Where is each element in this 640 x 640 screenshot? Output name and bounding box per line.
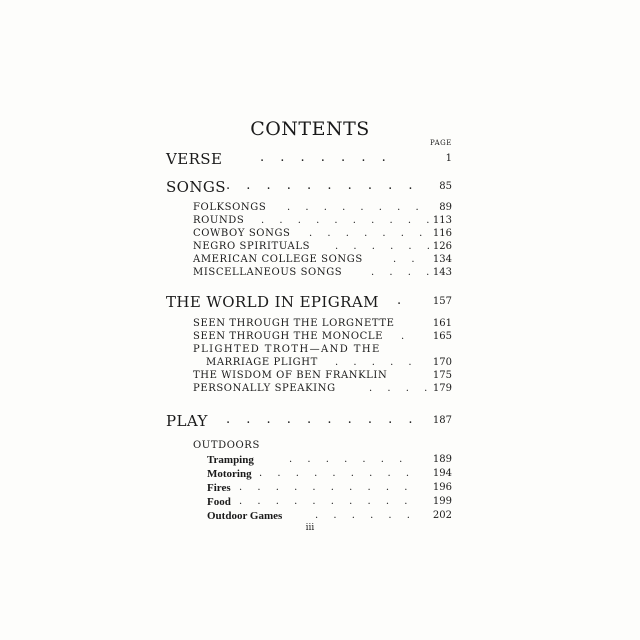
- toc-entry-label: VERSE: [166, 150, 223, 168]
- toc-minor-label: Outdoor Games: [207, 510, 283, 522]
- toc-entry-epigram: [166, 293, 456, 309]
- toc-subentry-label: PERSONALLY SPEAKING: [193, 383, 336, 394]
- toc-group-label: OUTDOORS: [193, 440, 260, 451]
- toc-subentry-page: 143: [432, 267, 452, 278]
- toc-subentry-page: 179: [432, 383, 452, 394]
- page-column-label: PAGE: [430, 139, 452, 147]
- toc-subentry-page: 134: [432, 254, 452, 265]
- toc-entry-page: 1: [445, 153, 452, 164]
- leader-dots: . . . . . .: [315, 510, 416, 521]
- leader-dots: . . . . . . .: [309, 228, 429, 239]
- leader-dots: . . . . . . . . . .: [261, 215, 436, 226]
- toc-subentry-label: MISCELLANEOUS SONGS: [193, 267, 343, 278]
- toc-minor-label: Fires: [207, 482, 231, 494]
- leader-dots: . . . . . . . . . .: [226, 178, 419, 193]
- leader-dots: . . . . . . .: [260, 150, 392, 165]
- toc-subentry-page: 161: [432, 318, 452, 329]
- toc-subentry-label: MARRIAGE PLIGHT: [206, 357, 318, 368]
- leader-dots: . . . .: [369, 383, 434, 394]
- leader-dots: . .: [393, 254, 421, 265]
- leader-dots: . . . . .: [335, 357, 418, 368]
- toc-entry-songs: [166, 178, 456, 194]
- toc-subentry-label: PLIGHTED TROTH—AND THE: [193, 344, 381, 355]
- leader-dots: . . . . . . . .: [287, 202, 425, 213]
- toc-minor-page: 189: [432, 454, 452, 465]
- page-title: CONTENTS: [250, 118, 370, 140]
- leader-dots: . . . . . . .: [289, 454, 409, 465]
- leader-dots: .: [401, 331, 411, 342]
- toc-subentry-label: ROUNDS: [193, 215, 245, 226]
- toc-entry-page: 187: [432, 415, 452, 426]
- toc-entry-label: SONGS: [166, 178, 226, 196]
- leader-dots: . . . .: [371, 267, 436, 278]
- leader-dots: . . . . . . . . . .: [239, 496, 414, 507]
- toc-subentry-label: FOLKSONGS: [193, 202, 267, 213]
- toc-subentry-label: THE WISDOM OF BEN FRANKLIN: [193, 370, 388, 381]
- toc-subentry: [193, 383, 456, 399]
- toc-minor-page: 199: [432, 496, 452, 507]
- toc-minor-page: 196: [432, 482, 452, 493]
- leader-dots: . . . . . . . . . .: [226, 412, 419, 427]
- toc-entry-label: THE WORLD IN EPIGRAM: [166, 293, 379, 311]
- toc-subentry: [193, 267, 456, 283]
- page-folio: iii: [305, 523, 315, 533]
- toc-minor-label: Food: [207, 496, 231, 508]
- toc-subentry-label: SEEN THROUGH THE MONOCLE: [193, 331, 384, 342]
- toc-minor-label: Tramping: [207, 454, 254, 466]
- toc-subentry-label: COWBOY SONGS: [193, 228, 291, 239]
- toc-minor-page: 194: [432, 468, 452, 479]
- leader-dots: .: [397, 293, 408, 308]
- toc-subentry-page: 170: [432, 357, 452, 368]
- toc-entry-play: [166, 412, 456, 428]
- toc-subentry-page: 126: [432, 241, 452, 252]
- leader-dots: . . . . . . . . . .: [239, 482, 414, 493]
- toc-minor-label: Motoring: [207, 468, 252, 480]
- leader-dots: . . . . . . . . .: [259, 468, 416, 479]
- toc-subentry-page: 175: [432, 370, 452, 381]
- toc-subentry-label: AMERICAN COLLEGE SONGS: [193, 254, 363, 265]
- toc-subentry-page: 165: [432, 331, 452, 342]
- toc-subentry-page: 89: [439, 202, 452, 213]
- toc-subentry-page: 116: [432, 228, 452, 239]
- toc-minor-page: 202: [432, 510, 452, 521]
- toc-subentry-label: NEGRO SPIRITUALS: [193, 241, 311, 252]
- leader-dots: . . . . . .: [335, 241, 436, 252]
- toc-entry-verse: [166, 150, 456, 166]
- toc-entry-page: 85: [439, 181, 452, 192]
- toc-entry-page: 157: [432, 296, 452, 307]
- toc-subentry-label: SEEN THROUGH THE LORGNETTE: [193, 318, 395, 329]
- toc-subentry-page: 113: [432, 215, 452, 226]
- toc-entry-label: PLAY: [166, 412, 208, 430]
